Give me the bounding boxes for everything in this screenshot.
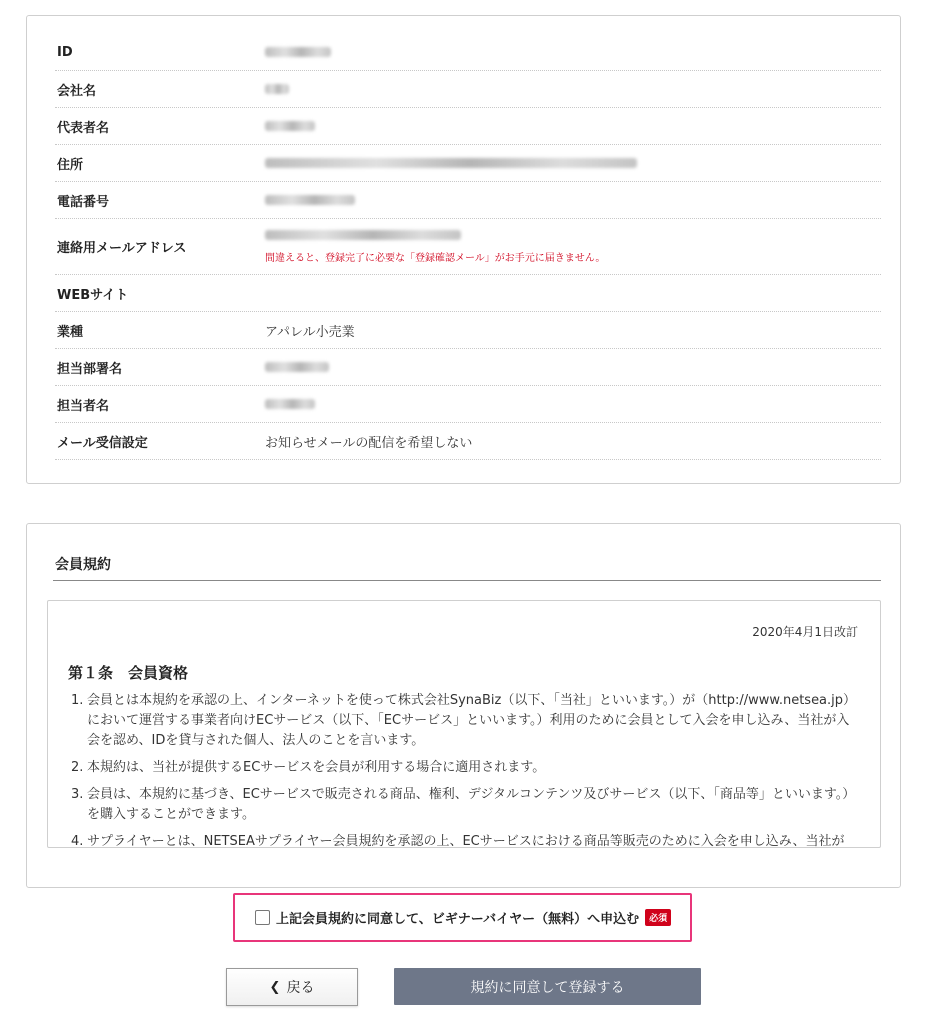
info-value-redacted: [265, 82, 881, 97]
info-row-phone: [55, 182, 881, 219]
info-value: お知らせメールの配信を希望しない: [265, 435, 473, 451]
info-label: 電話番号: [57, 194, 110, 210]
agree-checkbox[interactable]: [255, 910, 270, 925]
info-row-representative: [55, 108, 881, 145]
terms-item-text: 本規約は、当社が提供するECサービスを会員が利用する場合に適用されます。: [87, 760, 546, 775]
terms-scroll-box[interactable]: [47, 600, 881, 848]
agree-label[interactable]: 上記会員規約に同意して、ビギナーバイヤー（無料）へ申込む: [276, 912, 640, 927]
info-label: WEBサイト: [57, 287, 129, 303]
email-warning-note: 間違えると、登録完了に必要な「登録確認メール」がお手元に届きません。: [265, 252, 606, 264]
terms-panel: [26, 523, 901, 888]
info-label: 会社名: [57, 83, 97, 99]
info-row-website: [55, 275, 881, 312]
terms-item-text: サプライヤーとは、NETSEAサプライヤー会員規約を承認の上、ECサービスにおける商品等販売のために入会を申し込み、当社が: [87, 834, 845, 848]
terms-item-number: 3.: [71, 787, 84, 802]
member-info-panel: [26, 15, 901, 484]
back-button[interactable]: [226, 968, 358, 1006]
terms-item-text: 会員は、本規約に基づき、ECサービスで販売される商品、権利、デジタルコンテンツ及びサービス（以下、「商品等」といいます。）を購入することができます。: [87, 787, 856, 822]
info-label: メール受信設定: [57, 435, 148, 451]
info-value-redacted: [265, 193, 881, 208]
info-value-redacted: [265, 397, 881, 412]
info-row-industry: [55, 312, 881, 349]
info-label: 業種: [57, 324, 84, 340]
terms-article-title: 第１条 会員資格: [68, 664, 189, 682]
info-row-company: [55, 71, 881, 108]
chevron-left-icon: ❮: [269, 979, 281, 995]
terms-list-item: [68, 691, 858, 751]
back-button-label: 戻る: [286, 980, 315, 996]
terms-list-item: [68, 785, 858, 825]
info-value-redacted: [265, 119, 881, 134]
info-row-email: [55, 219, 881, 275]
terms-item-number: 4.: [71, 834, 84, 848]
terms-item-number: 1.: [71, 693, 84, 708]
info-value-email: [265, 230, 881, 264]
info-label: 担当者名: [57, 398, 110, 414]
info-row-address: [55, 145, 881, 182]
info-label: ID: [57, 44, 73, 60]
info-row-department: [55, 349, 881, 386]
terms-revision-date: 2020年4月1日改訂: [752, 625, 858, 639]
info-label: 担当部署名: [57, 361, 123, 377]
info-label: 代表者名: [57, 120, 110, 136]
terms-list: [68, 691, 858, 848]
info-label: 住所: [57, 157, 84, 173]
info-value: アパレル小売業: [265, 324, 355, 340]
info-row-mail-setting: [55, 423, 881, 460]
member-info-table: [55, 34, 881, 460]
terms-list-item: [68, 758, 858, 778]
info-row-contact-person: [55, 386, 881, 423]
info-value-redacted: [265, 360, 881, 375]
info-label: 連絡用メールアドレス: [57, 241, 187, 256]
terms-item-number: 2.: [71, 760, 84, 775]
terms-item-text: 会員とは本規約を承認の上、インターネットを使って株式会社SynaBiz（以下、「当社」といいます。）が（http://www.netsea.jp）において運営する事業者向けECサービス（以下、「ECサービス」といいます。）利用のために会員として入会を申し込み、当社が入会を認め、IDを貸与された個人、法人のことを言います。: [87, 693, 857, 748]
required-badge: 必須: [645, 909, 671, 926]
terms-list-item: [68, 832, 858, 848]
info-row-id: [55, 34, 881, 71]
divider: [53, 580, 881, 581]
agree-register-button[interactable]: [394, 968, 701, 1005]
agree-terms-box[interactable]: [233, 893, 692, 942]
submit-button-label: 規約に同意して登録する: [470, 979, 625, 996]
terms-title: 会員規約: [55, 557, 111, 573]
info-value-redacted: [265, 45, 881, 60]
info-value-redacted: [265, 156, 881, 171]
